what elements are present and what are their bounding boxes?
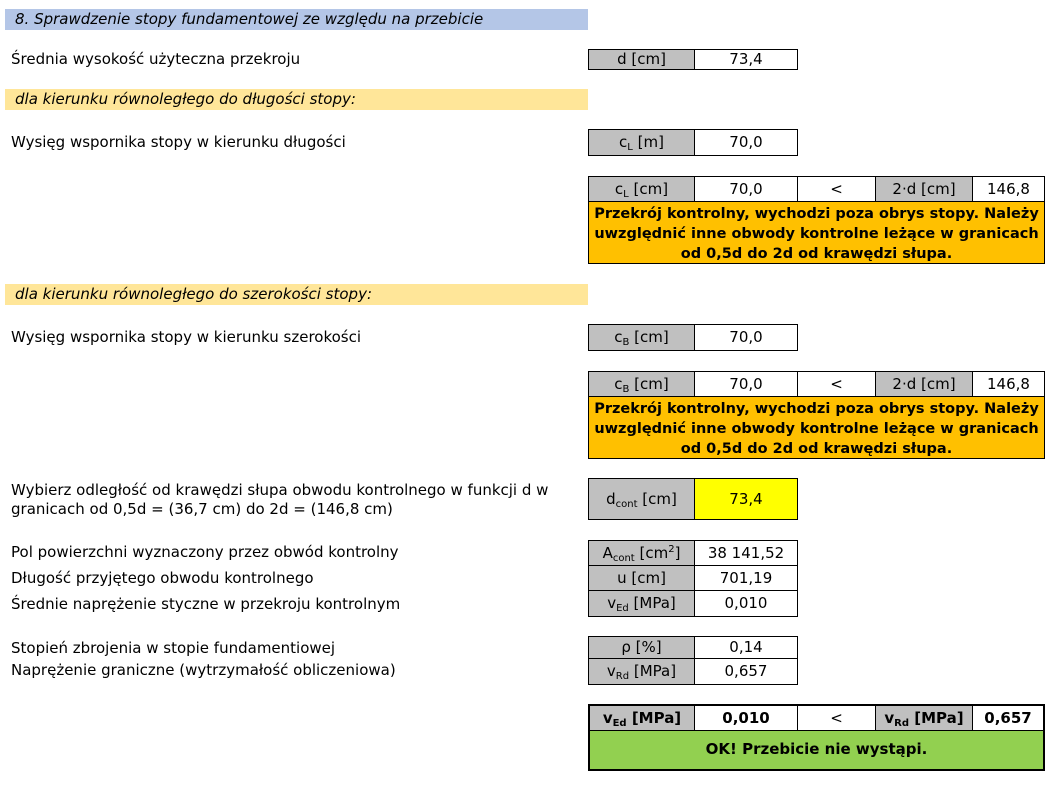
effective-depth-value[interactable]: 73,4 xyxy=(694,49,798,70)
reinforcement-ratio-value: 0,14 xyxy=(694,636,798,659)
reinforcement-ratio-label: Stopień zbrojenia w stopie fundamentiowej xyxy=(11,639,336,657)
length-two-d-label: 2·d [cm] xyxy=(875,176,973,202)
final-compare-operator: < xyxy=(797,704,876,731)
width-cantilever-label: Wysięg wspornika stopy w kierunku szerokości xyxy=(11,328,362,346)
width-compare-operator: < xyxy=(797,371,876,397)
width-compare-symbol: $c_B$ [cm] xyxy=(588,371,695,397)
length-compare-value: 70,0 xyxy=(694,176,798,202)
length-cantilever-value[interactable]: 70,0 xyxy=(694,129,798,156)
control-distance-label-line1: Wybierz odległość od krawędzi słupa obwodu kontrolnego w funkcji d w xyxy=(11,481,549,499)
control-perimeter-symbol: u [cm] xyxy=(588,565,695,591)
resistance-label: Naprężenie graniczne (wytrzymałość obliczeniowa) xyxy=(11,661,396,679)
section-title: 8. Sprawdzenie stopy fundamentowej ze względu na przebicie xyxy=(5,9,588,30)
shear-stress-symbol: $v_{Ed}$ [MPa] xyxy=(588,590,695,617)
width-two-d-label: 2·d [cm] xyxy=(875,371,973,397)
effective-depth-label: Średnia wysokość użyteczna przekroju xyxy=(11,50,301,68)
length-cantilever-symbol: $c_L$ [m] xyxy=(588,129,695,156)
control-area-value: 38 141,52 xyxy=(694,540,798,566)
length-cantilever-label: Wysięg wspornika stopy w kierunku długości xyxy=(11,133,346,151)
width-direction-band: dla kierunku równoległego do szerokości stopy: xyxy=(5,284,588,305)
final-ved-value: 0,010 xyxy=(694,704,798,731)
final-vrd-value: 0,657 xyxy=(972,704,1045,731)
final-vrd-symbol: $v_{Rd}$ [MPa] xyxy=(875,704,973,731)
length-two-d-value: 146,8 xyxy=(972,176,1045,202)
reinforcement-ratio-symbol: ρ [%] xyxy=(588,636,695,659)
control-distance-input[interactable]: 73,4 xyxy=(694,478,798,520)
control-distance-symbol: $d_{cont}$ [cm] xyxy=(588,478,695,520)
width-compare-value: 70,0 xyxy=(694,371,798,397)
length-compare-operator: < xyxy=(797,176,876,202)
length-direction-band: dla kierunku równoległego do długości stopy: xyxy=(5,89,588,110)
control-perimeter-value: 701,19 xyxy=(694,565,798,591)
final-ved-symbol: $v_{Ed}$ [MPa] xyxy=(588,704,695,731)
control-area-label: Pol powierzchni wyznaczony przez obwód kontrolny xyxy=(11,543,399,561)
control-distance-label-line2: granicach od 0,5d = (36,7 cm) do 2d = (146,8 cm) xyxy=(11,500,393,518)
width-two-d-value: 146,8 xyxy=(972,371,1045,397)
effective-depth-symbol: d [cm] xyxy=(588,49,695,70)
shear-stress-label: Średnie naprężenie styczne w przekroju kontrolnym xyxy=(11,595,401,613)
length-warning-message: Przekrój kontrolny, wychodzi poza obrys stopy. Należy uwzględnić inne obwody kontrolne leżące w granicach od 0,5d do 2d od krawędzi słupa. xyxy=(588,201,1045,264)
width-cantilever-symbol: $c_B$ [cm] xyxy=(588,324,695,351)
final-result-message: OK! Przebicie nie wystąpi. xyxy=(588,730,1045,771)
width-warning-message: Przekrój kontrolny, wychodzi poza obrys stopy. Należy uwzględnić inne obwody kontrolne leżące w granicach od 0,5d do 2d od krawędzi słupa. xyxy=(588,396,1045,459)
resistance-symbol: $v_{Rd}$ [MPa] xyxy=(588,658,695,685)
control-area-symbol: $A_{cont}$ $[cm^2]$ xyxy=(588,540,695,566)
length-compare-symbol: $c_L$ [cm] xyxy=(588,176,695,202)
width-cantilever-value[interactable]: 70,0 xyxy=(694,324,798,351)
control-perimeter-label: Długość przyjętego obwodu kontrolnego xyxy=(11,569,314,587)
shear-stress-value: 0,010 xyxy=(694,590,798,617)
resistance-value: 0,657 xyxy=(694,658,798,685)
